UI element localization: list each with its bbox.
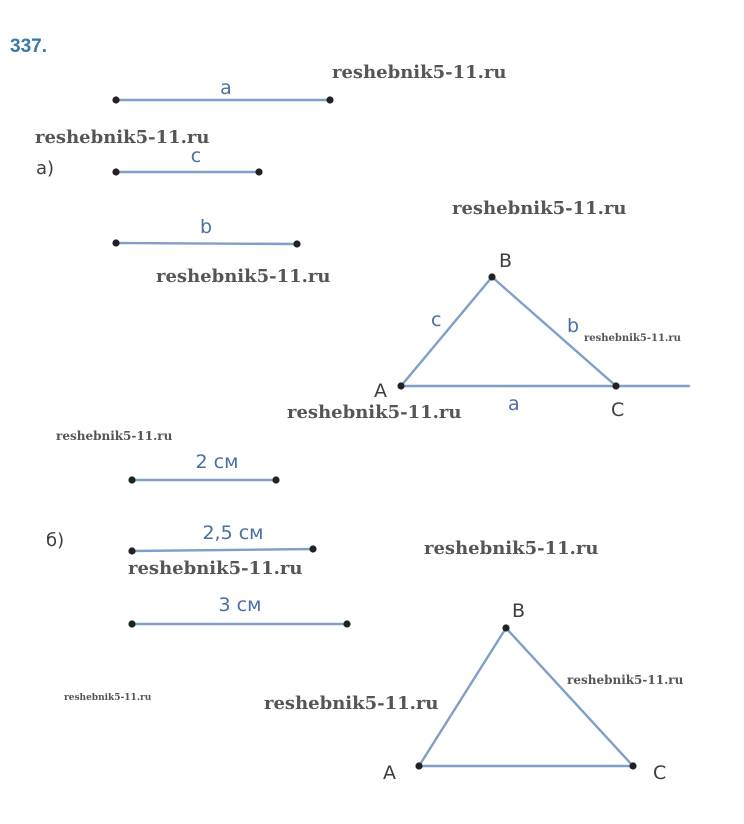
segment-a-start-point: [112, 96, 119, 103]
segment-2-5cm-start-point: [128, 547, 135, 554]
triangle-a-vertex-a-label: A: [374, 380, 387, 402]
triangle-b-side-bc: [506, 628, 633, 766]
watermark: reshebnik5-11.ru: [567, 673, 684, 687]
segment-2cm-start-point: [128, 476, 135, 483]
triangle-a-side-b-label: b: [567, 315, 580, 337]
triangle-b-vertex-b-point: [502, 624, 509, 631]
segment-a-end-point: [326, 96, 333, 103]
segment-a-label: a: [220, 77, 232, 99]
segment-c-label: c: [190, 145, 202, 167]
segment-b: [116, 243, 297, 244]
watermark: reshebnik5-11.ru: [264, 693, 439, 714]
segment-b-label: b: [199, 216, 213, 238]
triangle-a-side-ab: [401, 277, 492, 386]
segment-3cm-end-point: [343, 620, 350, 627]
triangle-b-vertex-c-label: C: [653, 762, 667, 784]
watermark: reshebnik5-11.ru: [332, 62, 507, 83]
triangle-b-vertex-b-label: B: [512, 600, 526, 622]
triangle-a-vertex-a-point: [397, 382, 404, 389]
watermark: reshebnik5-11.ru: [424, 538, 599, 559]
triangle-a-side-a-label: a: [508, 393, 520, 415]
watermark: reshebnik5-11.ru: [56, 429, 173, 443]
segment-2-5cm-label: 2,5 см: [202, 522, 264, 544]
triangle-a-side-c-label: c: [431, 309, 442, 331]
triangle-a-vertex-c-label: C: [611, 399, 625, 421]
segment-3cm-label: 3 см: [218, 594, 262, 616]
triangle-a-side-bc: [492, 277, 616, 386]
watermark: reshebnik5-11.ru: [452, 198, 627, 219]
segment-2cm-end-point: [272, 476, 279, 483]
watermark: reshebnik5-11.ru: [128, 558, 303, 579]
segment-2-5cm-end-point: [309, 545, 316, 552]
triangle-b-vertex-a-point: [415, 762, 422, 769]
part-a-marker: а): [36, 158, 55, 179]
segment-c-end-point: [255, 168, 262, 175]
segment-c-start-point: [112, 168, 119, 175]
watermark: reshebnik5-11.ru: [584, 333, 681, 344]
part-b-marker: б): [46, 530, 65, 551]
triangle-b-vertex-c-point: [629, 762, 636, 769]
watermark: reshebnik5-11.ru: [64, 693, 152, 703]
segment-2cm-label: 2 см: [195, 451, 239, 473]
segment-b-start-point: [112, 239, 119, 246]
triangle-b-vertex-a-label: A: [383, 762, 396, 784]
watermark: reshebnik5-11.ru: [287, 402, 462, 423]
triangle-a-vertex-b-label: B: [499, 250, 513, 272]
segment-3cm-start-point: [128, 620, 135, 627]
watermark: reshebnik5-11.ru: [156, 266, 331, 287]
triangle-a-vertex-c-point: [612, 382, 619, 389]
problem-number: 337.: [10, 36, 47, 57]
watermark: reshebnik5-11.ru: [35, 127, 210, 148]
segment-2-5cm: [132, 549, 313, 551]
segment-b-end-point: [293, 240, 300, 247]
triangle-a-vertex-b-point: [488, 273, 495, 280]
